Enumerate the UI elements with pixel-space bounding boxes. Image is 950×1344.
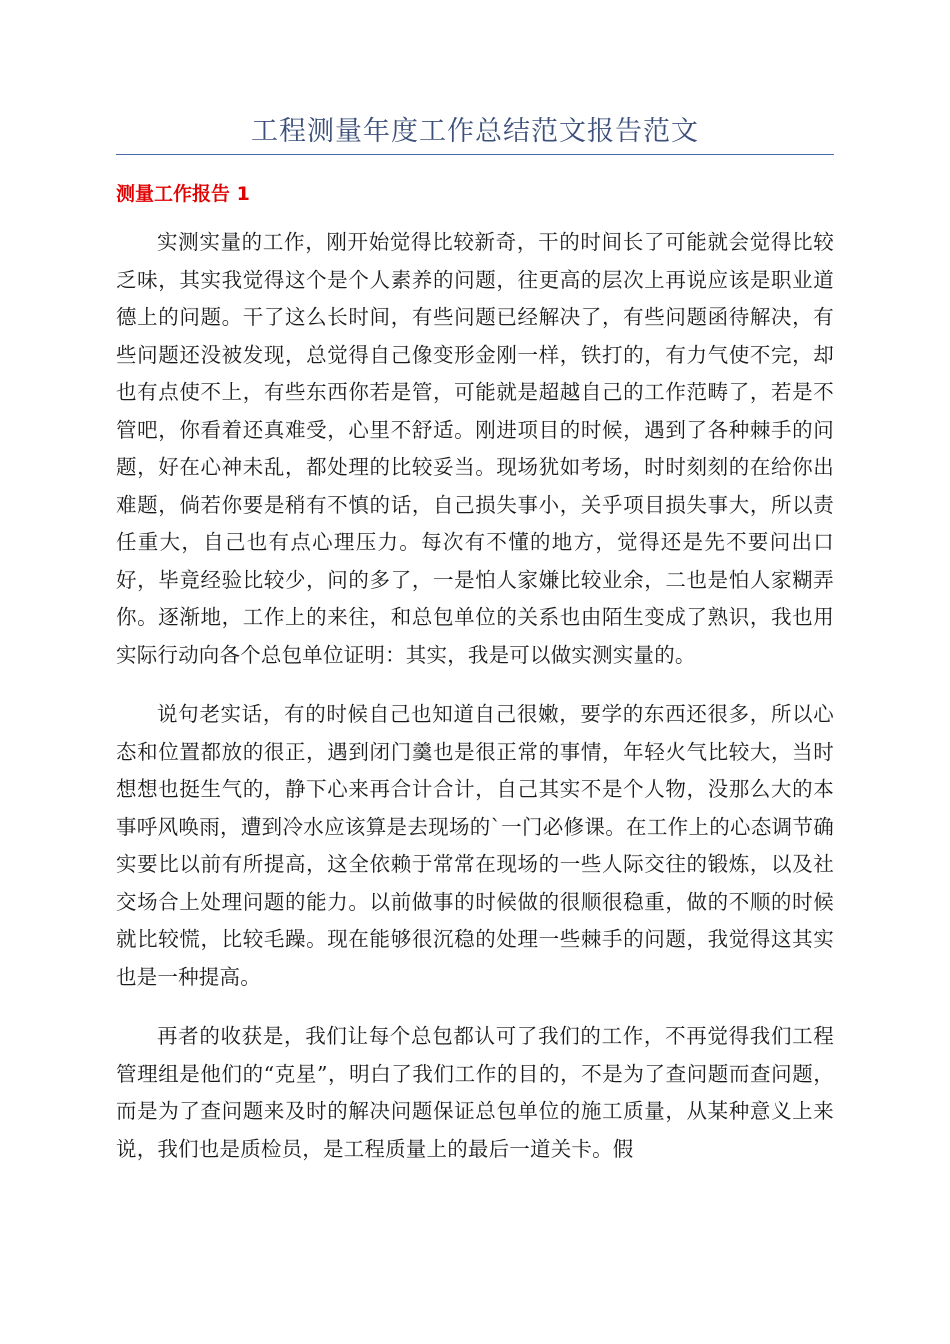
paragraph-1: 实测实量的工作，刚开始觉得比较新奇，干的时间长了可能就会觉得比较乏味，其实我觉得这个是个人素养的问题，往更高的层次上再说应该是职业道德上的问题。干了这么长时间，有些问题已经解决了，有些问题函待解决，有些问题还没被发现，总觉得自己像变形金刚一样，铁打的，有力气使不完，却也有点使不上，有些东西你若是管，可能就是超越自己的工作范畴了，若是不管吧，你看着还真难受，心里不舒适。刚进项目的时候，遇到了各种棘手的问题，好在心神未乱，都处理的比较妥当。现场犹如考场，时时刻刻的在给你出难题，倘若你要是稍有不慎的话，自己损失事小，关乎项目损失事大，所以责任重大，自己也有点心理压力。每次有不懂的地方，觉得还是先不要问出口好，毕竟经验比较少，问的多了，一是怕人家嫌比较业余，二也是怕人家糊弄你。逐渐地，工作上的来往，和总包单位的关系也由陌生变成了熟识，我也用实际行动向各个总包单位证明：其实，我是可以做实测实量的。: [116, 230, 834, 667]
paragraph-2: 说句老实话，有的时候自己也知道自己很嫩，要学的东西还很多，所以心态和位置都放的很正，遇到闭门羹也是很正常的事情，年轻火气比较大，当时想想也挺生气的，静下心来再合计合计，自己其实不是个人物，没那么大的本事呼风唤雨，遭到冷水应该算是去现场的`一门必修课。在工作上的心态调节确实要比以前有所提高，这全依赖于常常在现场的一些人际交往的锻炼，以及社交场合上处理问题的能力。以前做事的时候做的很顺很稳重，做的不顺的时候就比较慌，比较毛躁。现在能够很沉稳的处理一些棘手的问题，我觉得这其实也是一种提高。: [116, 702, 834, 989]
section-heading: 测量工作报告 1: [116, 183, 250, 205]
paragraph-3: 再者的收获是，我们让每个总包都认可了我们的工作，不再觉得我们工程管理组是他们的“克星”，明白了我们工作的目的，不是为了查问题而查问题，而是为了查问题来及时的解决问题保证总包单位的施工质量，从某种意义上来说，我们也是质检员，是工程质量上的最后一道关卡。假: [116, 1024, 834, 1161]
body-text: [116, 224, 834, 1190]
document-title: 工程测量年度工作总结范文报告范文: [251, 116, 699, 147]
title-underline: [116, 154, 834, 155]
